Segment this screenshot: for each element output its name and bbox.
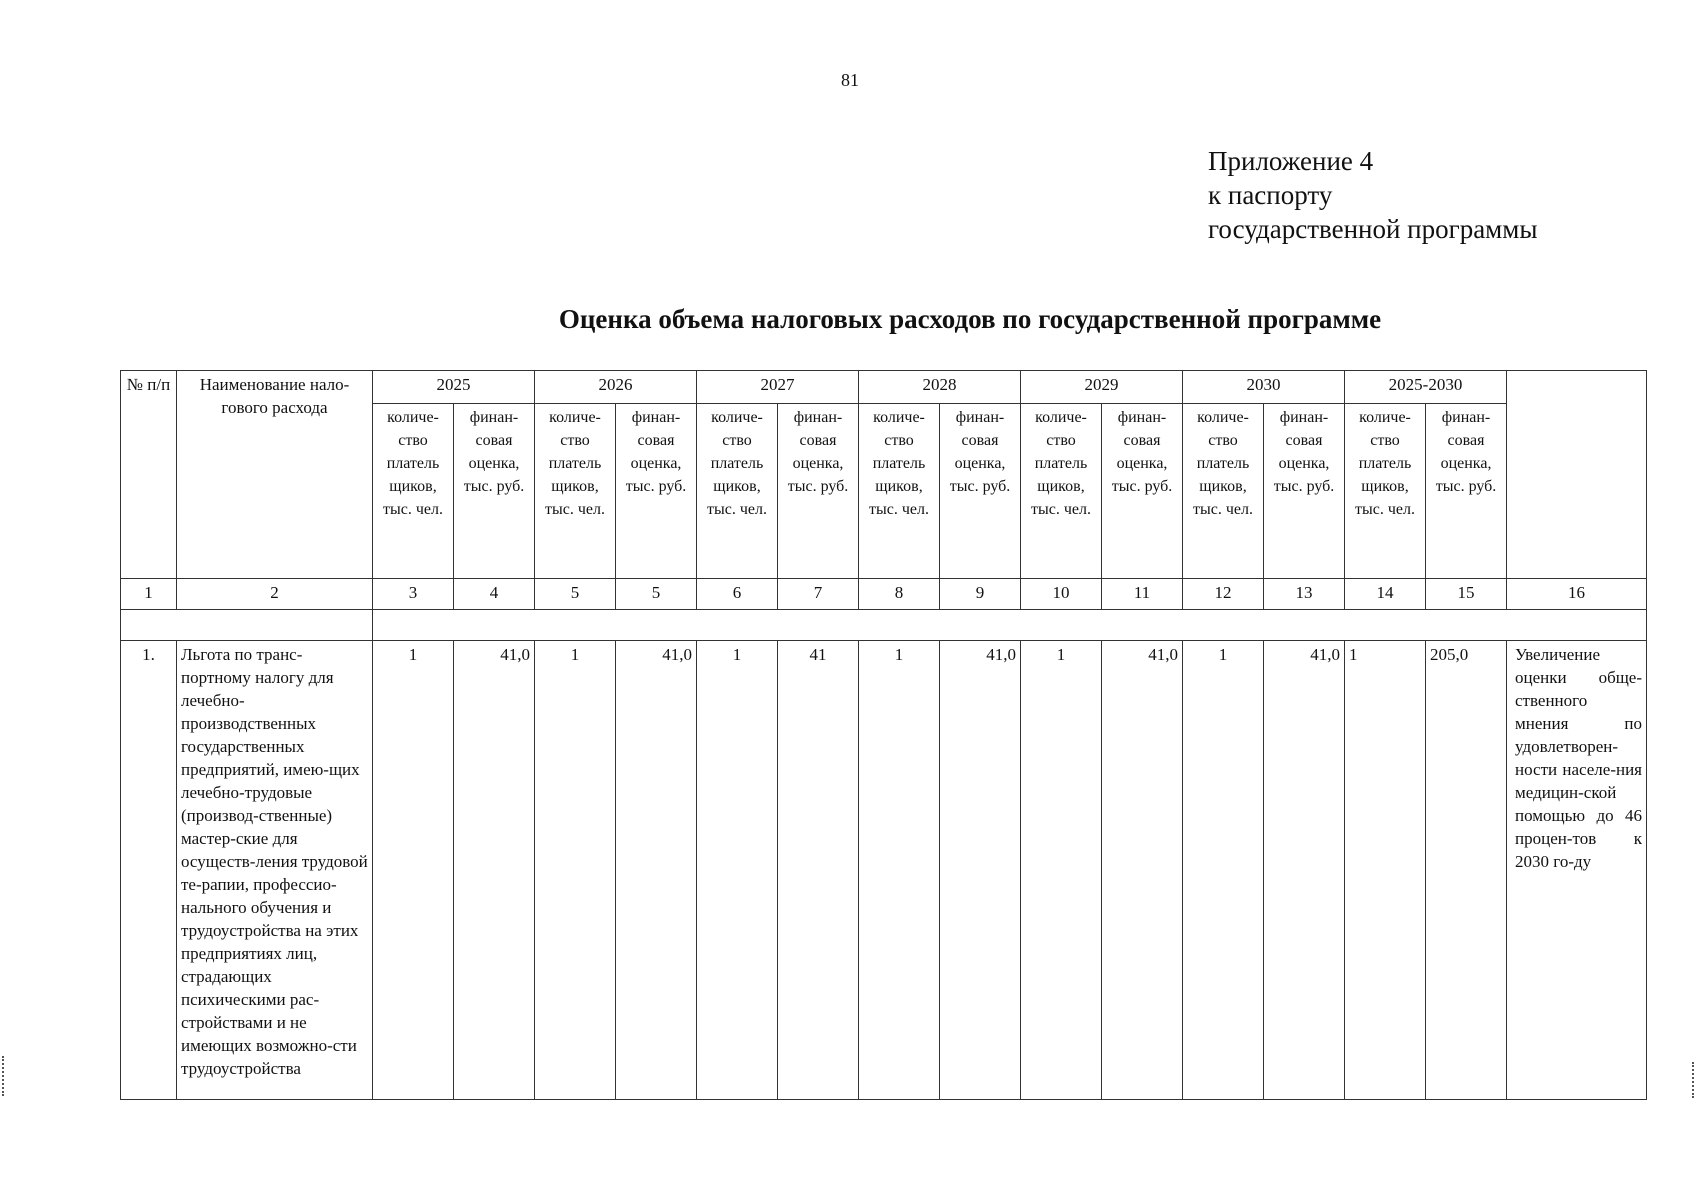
appendix-caption xyxy=(1208,144,1538,246)
column-number: 10 xyxy=(1021,579,1102,610)
column-number-row xyxy=(121,579,1647,610)
header-year: 2029 xyxy=(1021,371,1183,404)
column-number: 7 xyxy=(778,579,859,610)
expected-result: Увеличение оценки обще-ственного мнения по удовлетворен-ности населе-ния медицин-ской помощью до 46 процен-тов к 2030 го-ду xyxy=(1507,641,1647,1100)
header-year: 2027 xyxy=(697,371,859,404)
document-title-text: Оценка объема налоговых расходов по государственной программе xyxy=(558,304,1382,334)
header-fin: финан-совая оценка, тыс. руб. xyxy=(778,404,859,579)
payers-count-2030: 1 xyxy=(1183,641,1264,1100)
financial-estimate-2030: 41,0 xyxy=(1264,641,1345,1100)
header-year: 2025 xyxy=(373,371,535,404)
payers-count-2025: 1 xyxy=(373,641,454,1100)
appendix-line-2: к паспорту xyxy=(1208,180,1333,210)
column-number: 3 xyxy=(373,579,454,610)
left-margin-mark xyxy=(2,1056,6,1096)
column-number: 9 xyxy=(940,579,1021,610)
header-fin: финан-совая оценка, тыс. руб. xyxy=(940,404,1021,579)
header-count: количе-ство платель щиков, тыс. чел. xyxy=(859,404,940,579)
header-fin: финан-совая оценка, тыс. руб. xyxy=(454,404,535,579)
financial-estimate-total: 205,0 xyxy=(1426,641,1507,1100)
column-number: 5 xyxy=(616,579,697,610)
column-number: 1 xyxy=(121,579,177,610)
header-fin: финан-совая оценка, тыс. руб. xyxy=(616,404,697,579)
section-cell-left xyxy=(121,610,373,641)
column-number: 4 xyxy=(454,579,535,610)
tax-expenditure-name: Льгота по транс-портному налогу для лечебно-производственных государственных предприятий, имею-щих лечебно-трудовые (производ-ственные) мастер-ские для осуществ-ления трудовой те-рапии, профессио-нального обучения и трудоустройства на этих предприятиях лиц, страдающих психическими рас-стройствами и не имеющих возможно-сти трудоустройства xyxy=(177,641,373,1100)
header-count: количе-ство платель щиков, тыс. чел. xyxy=(1345,404,1426,579)
tax-expenditure-table xyxy=(120,370,1647,1100)
header-fin: финан-совая оценка, тыс. руб. xyxy=(1426,404,1507,579)
column-number: 6 xyxy=(697,579,778,610)
header-fin: финан-совая оценка, тыс. руб. xyxy=(1102,404,1183,579)
document-title xyxy=(0,304,1470,335)
payers-count-2028: 1 xyxy=(859,641,940,1100)
financial-estimate-2026: 41,0 xyxy=(616,641,697,1100)
financial-estimate-2029: 41,0 xyxy=(1102,641,1183,1100)
column-number: 8 xyxy=(859,579,940,610)
financial-estimate-2027: 41 xyxy=(778,641,859,1100)
financial-estimate-2028: 41,0 xyxy=(940,641,1021,1100)
row-number: 1. xyxy=(121,641,177,1100)
header-result xyxy=(1507,371,1647,579)
header-year: 2025-2030 xyxy=(1345,371,1507,404)
payers-count-2029: 1 xyxy=(1021,641,1102,1100)
column-number: 5 xyxy=(535,579,616,610)
column-number: 11 xyxy=(1102,579,1183,610)
header-count: количе-ство платель щиков, тыс. чел. xyxy=(1183,404,1264,579)
appendix-line-1: Приложение 4 xyxy=(1208,146,1374,176)
page-number: 81 xyxy=(841,70,859,90)
section-cell-right xyxy=(373,610,1647,641)
payers-count-2027: 1 xyxy=(697,641,778,1100)
column-number: 12 xyxy=(1183,579,1264,610)
header-year: 2028 xyxy=(859,371,1021,404)
section-row xyxy=(121,610,1647,641)
header-no: № п/п xyxy=(121,371,177,579)
header-count: количе-ство платель щиков, тыс. чел. xyxy=(373,404,454,579)
payers-count-total: 1 xyxy=(1345,641,1426,1100)
financial-estimate-2025: 41,0 xyxy=(454,641,535,1100)
header-count: количе-ство платель щиков, тыс. чел. xyxy=(1021,404,1102,579)
header-count: количе-ство платель щиков, тыс. чел. xyxy=(697,404,778,579)
header-year: 2030 xyxy=(1183,371,1345,404)
header-year: 2026 xyxy=(535,371,697,404)
right-margin-mark xyxy=(1692,1062,1696,1098)
column-number: 13 xyxy=(1264,579,1345,610)
header-name: Наименование нало-гового расхода xyxy=(177,371,373,579)
payers-count-2026: 1 xyxy=(535,641,616,1100)
header-fin: финан-совая оценка, тыс. руб. xyxy=(1264,404,1345,579)
column-number: 2 xyxy=(177,579,373,610)
table-row xyxy=(121,641,1647,1100)
column-number: 14 xyxy=(1345,579,1426,610)
appendix-line-3: государственной программы xyxy=(1208,214,1538,244)
column-number: 16 xyxy=(1507,579,1647,610)
column-number: 15 xyxy=(1426,579,1507,610)
header-count: количе-ство платель щиков, тыс. чел. xyxy=(535,404,616,579)
